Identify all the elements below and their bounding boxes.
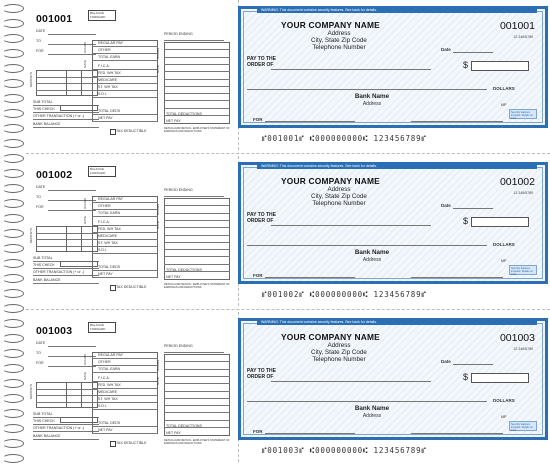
spiral-ring [2, 439, 24, 448]
deposits-col-line [66, 70, 67, 96]
voucher-grid-line [164, 235, 230, 236]
st-wh-tax-line [92, 402, 158, 403]
total-deds-line [92, 114, 158, 115]
deposits-col-line [81, 226, 82, 252]
deposits-label: DEPOSITS [29, 384, 33, 400]
tax-deductible-label: TAX DEDUCTIBLE [116, 441, 147, 445]
total-deds-label: TOTAL DEDS [98, 421, 121, 425]
bank-name: Bank Name [354, 249, 390, 256]
check-number: 001002 [499, 176, 535, 188]
check-body [238, 6, 548, 128]
check-stub [26, 312, 158, 462]
stub-date-line[interactable] [48, 34, 96, 35]
spiral-ring [2, 124, 24, 133]
voucher-hours-label: HOURS [156, 48, 160, 59]
stub-date-line[interactable] [48, 346, 96, 347]
regular-pay-line [92, 358, 158, 359]
spiral-ring [2, 304, 24, 313]
spiral-ring [2, 79, 24, 88]
voucher-grid-line [164, 256, 230, 257]
spiral-ring [2, 214, 24, 223]
other-transaction-label: OTHER TRANSACTION (+ or -) [33, 426, 85, 430]
voucher-grid-line [164, 86, 230, 87]
date-label: Date [441, 359, 451, 364]
voucher-grid-line [164, 64, 230, 65]
voucher-grid-line [164, 108, 230, 109]
signature-line[interactable] [411, 277, 503, 278]
medicare-label: MEDICARE [98, 78, 117, 82]
mp-mark: MP [501, 259, 507, 263]
stub-date-line[interactable] [48, 190, 96, 191]
payroll-voucher [158, 0, 239, 150]
rate-label: RATE [83, 372, 87, 380]
date-line[interactable] [453, 364, 493, 365]
voucher-grid-line [164, 383, 230, 384]
dollars-label: DOLLARS [493, 86, 515, 91]
total-earn-label: TOTAL EARN [98, 367, 121, 371]
payee-line[interactable] [271, 381, 431, 382]
period-ending-line[interactable] [164, 40, 224, 41]
company-city: City, State Zip Code [311, 37, 367, 44]
period-ending-label: PERIOD ENDING [164, 188, 193, 192]
bank-balance-label: BANK BALANCE [33, 122, 61, 126]
micr-line: ⑈001001⑈ ⑆000000000⑆ 123456789⑈ [262, 134, 427, 143]
deposits-col-line [66, 382, 67, 408]
payee-line[interactable] [271, 225, 431, 226]
memo-line[interactable] [265, 277, 355, 278]
spiral-ring [2, 229, 24, 238]
total-earn-line [92, 372, 158, 373]
fed-wh-tax-label: FED. WH TAX [98, 383, 121, 387]
bank-name: Bank Name [354, 93, 390, 100]
stub-to-label: TO [36, 351, 41, 355]
company-name: YOUR COMPANY NAME [281, 20, 380, 30]
spiral-ring [2, 349, 24, 358]
amount-box[interactable] [471, 373, 529, 383]
deposits-grid-line [36, 83, 98, 84]
other-label: OTHER [98, 360, 111, 364]
voucher-total-deductions-label: TOTAL DEDUCTIONS [166, 424, 202, 428]
date-label: Date [441, 47, 451, 52]
tax-deductible-label: TAX DEDUCTIBLE [116, 285, 147, 289]
voucher-rate-label: RATE [156, 65, 160, 73]
voucher-rate-label: RATE [156, 377, 160, 385]
date-line[interactable] [453, 52, 493, 53]
period-ending-line[interactable] [164, 196, 224, 197]
payroll-voucher [158, 312, 239, 462]
spiral-ring [2, 454, 24, 463]
deposits-grid-line [36, 239, 98, 240]
voucher-grid-line [164, 100, 230, 101]
dollars-label: DOLLARS [493, 242, 515, 247]
check-number: 001003 [499, 332, 535, 344]
rate-label: RATE [83, 216, 87, 224]
deposits-grid-line [36, 395, 98, 396]
net-pay-label: NET PAY [98, 116, 113, 120]
regular-pay-label: REGULAR PAY [98, 353, 124, 357]
fica-label: F.I.C.A. [98, 376, 110, 380]
period-ending-line[interactable] [164, 352, 224, 353]
date-label: Date [441, 203, 451, 208]
deposits-col-line [81, 382, 82, 408]
st-wh-tax-label: ST. WH TAX [98, 85, 118, 89]
spiral-ring [2, 319, 24, 328]
spiral-ring [2, 19, 24, 28]
tax-deductible-label: TAX DEDUCTIBLE [116, 129, 147, 133]
st-wh-tax-line [92, 246, 158, 247]
amount-words-line[interactable] [247, 245, 487, 246]
check-body [238, 318, 548, 440]
other-transaction-line [33, 431, 99, 432]
voucher-grid-line [164, 57, 230, 58]
memo-label: FOR [253, 273, 263, 278]
voucher-grid-line [164, 242, 230, 243]
memo-label: FOR [253, 429, 263, 434]
check-row [26, 0, 548, 152]
medicare-line [92, 395, 158, 396]
deposits-col-line [66, 226, 67, 252]
regular-pay-label: REGULAR PAY [98, 41, 124, 45]
this-check-label: THIS CHECK [33, 107, 55, 111]
voucher-grid-line [164, 93, 230, 94]
total-deds-line [92, 270, 158, 271]
deposits-grid-line [36, 233, 98, 234]
payee-line[interactable] [271, 69, 431, 70]
voucher-grid-line [164, 213, 230, 214]
pay-to-label: PAY TO THE ORDER OF [247, 56, 276, 68]
spiral-ring [2, 364, 24, 373]
check-number: 001001 [499, 20, 535, 32]
stub-for-label: FOR [36, 205, 44, 209]
stub-for-line[interactable] [48, 54, 96, 55]
bank-address: Address [362, 101, 382, 107]
medicare-line [92, 83, 158, 84]
period-ending-label: PERIOD ENDING [164, 344, 193, 348]
fica-line [92, 381, 158, 382]
other-transaction-label: OTHER TRANSACTION (+ or -) [33, 270, 85, 274]
sub-total-label: SUB TOTAL [33, 256, 53, 260]
fica-line [92, 225, 158, 226]
total-earn-label: TOTAL EARN [98, 211, 121, 215]
dollar-sign: $ [463, 372, 469, 382]
rate-label: RATE [83, 60, 87, 68]
voucher-net-pay-label: NET PAY [166, 275, 181, 279]
mp-mark: MP [501, 103, 507, 107]
stub-to-line[interactable] [48, 44, 96, 45]
spiral-ring [2, 424, 24, 433]
memo-line[interactable] [265, 121, 355, 122]
voucher-grid-line [164, 49, 230, 50]
memo-line[interactable] [265, 433, 355, 434]
balance-forward-box: BALANCE FORWARD [88, 166, 116, 177]
deposits-label: DEPOSITS [29, 228, 33, 244]
voucher-rate-label: RATE [156, 221, 160, 229]
this-check-label: THIS CHECK [33, 419, 55, 423]
fica-label: F.I.C.A. [98, 64, 110, 68]
company-address: Address [327, 342, 351, 349]
regular-pay-line [92, 46, 158, 47]
bank-name: Bank Name [354, 405, 390, 412]
voucher-grid-line [164, 420, 230, 421]
deposits-grid-line [36, 77, 98, 78]
stub-to-label: TO [36, 39, 41, 43]
net-pay-line [92, 277, 158, 278]
this-check-line [33, 268, 99, 269]
bank-routing-fraction: 12-345/6789 [513, 35, 533, 39]
stub-to-line[interactable] [48, 200, 96, 201]
voucher-footer: DETACH AND RETAIN - EMPLOYEE'S STATEMENT OF EARNINGS AND DEDUCTIONS [164, 439, 230, 445]
net-pay-line [92, 121, 158, 122]
company-address: Address [327, 186, 351, 193]
sdi-label: S.D.I. [98, 404, 107, 408]
spiral-ring [2, 379, 24, 388]
security-features-badge: Security features included. Details on back. [509, 421, 537, 431]
spiral-ring [2, 394, 24, 403]
this-check-label: THIS CHECK [33, 263, 55, 267]
spiral-ring [2, 94, 24, 103]
spiral-ring [2, 4, 24, 13]
voucher-grid-line [164, 412, 230, 413]
sub-total-label: SUB TOTAL [33, 100, 53, 104]
security-warning: WARNING: This document contains security features. See back for details. [257, 8, 537, 13]
voucher-footer: DETACH AND RETAIN - EMPLOYEE'S STATEMENT OF EARNINGS AND DEDUCTIONS [164, 283, 230, 289]
regular-pay-line [92, 202, 158, 203]
medicare-label: MEDICARE [98, 234, 117, 238]
company-address: Address [327, 30, 351, 37]
date-line[interactable] [453, 208, 493, 209]
fed-wh-tax-label: FED. WH TAX [98, 227, 121, 231]
bank-routing-fraction: 12-345/6789 [513, 191, 533, 195]
bank-balance-label: BANK BALANCE [33, 434, 61, 438]
stub-date-label: DATE [36, 341, 46, 345]
micr-line: ⑈001003⑈ ⑆000000000⑆ 123456789⑈ [262, 446, 427, 455]
spiral-ring [2, 199, 24, 208]
bank-balance-line [33, 283, 99, 284]
other-transaction-line [33, 119, 99, 120]
security-features-badge: Security features included. Details on back. [509, 109, 537, 119]
total-deds-label: TOTAL DEDS [98, 109, 121, 113]
deposits-grid-line [36, 246, 98, 247]
medicare-line [92, 239, 158, 240]
hours-label: HOURS [83, 354, 87, 365]
voucher-net-pay-label: NET PAY [166, 431, 181, 435]
other-line [92, 209, 158, 210]
check-row [26, 312, 548, 464]
sdi-line [92, 253, 158, 254]
other-line [92, 53, 158, 54]
other-label: OTHER [98, 204, 111, 208]
deposits-label: DEPOSITS [29, 72, 33, 88]
voucher-net-pay-label: NET PAY [166, 119, 181, 123]
deposits-grid-line [36, 389, 98, 390]
total-earn-line [92, 60, 158, 61]
deposits-grid-line [36, 90, 98, 91]
stub-to-label: TO [36, 195, 41, 199]
signature-line[interactable] [411, 433, 503, 434]
pay-to-label: PAY TO THE ORDER OF [247, 212, 276, 224]
fed-wh-tax-line [92, 388, 158, 389]
voucher-grid-line [164, 264, 230, 265]
company-city: City, State Zip Code [311, 193, 367, 200]
voucher-grid-line [164, 369, 230, 370]
voucher-grid-line [164, 220, 230, 221]
this-check-line [33, 112, 99, 113]
stub-date-label: DATE [36, 29, 46, 33]
spiral-ring [2, 289, 24, 298]
voucher-hours-label: HOURS [156, 204, 160, 215]
stub-check-number: 001001 [36, 13, 73, 25]
spiral-ring [2, 244, 24, 253]
total-earn-label: TOTAL EARN [98, 55, 121, 59]
voucher-grid-line [164, 249, 230, 250]
bank-address: Address [362, 257, 382, 263]
spiral-ring [2, 184, 24, 193]
amount-words-line[interactable] [247, 89, 487, 90]
security-warning: WARNING: This document contains security features. See back for details. [257, 320, 537, 325]
amount-box[interactable] [471, 217, 529, 227]
signature-line[interactable] [411, 121, 503, 122]
stub-for-label: FOR [36, 49, 44, 53]
amount-words-line[interactable] [247, 401, 487, 402]
pay-to-label: PAY TO THE ORDER OF [247, 368, 276, 380]
perforation-line [26, 309, 550, 310]
fica-label: F.I.C.A. [98, 220, 110, 224]
bank-address: Address [362, 413, 382, 419]
fed-wh-tax-line [92, 76, 158, 77]
spiral-ring [2, 154, 24, 163]
stub-for-line[interactable] [48, 366, 96, 367]
dollars-label: DOLLARS [493, 398, 515, 403]
bank-balance-label: BANK BALANCE [33, 278, 61, 282]
other-transaction-label: OTHER TRANSACTION (+ or -) [33, 114, 85, 118]
payroll-voucher [158, 156, 239, 306]
mp-mark: MP [501, 415, 507, 419]
fica-line [92, 69, 158, 70]
balance-forward-box: BALANCE FORWARD [88, 10, 116, 21]
company-city: City, State Zip Code [311, 349, 367, 356]
micr-line: ⑈001002⑈ ⑆000000000⑆ 123456789⑈ [262, 290, 427, 299]
voucher-total-deductions-label: TOTAL DEDUCTIONS [166, 268, 202, 272]
spiral-ring [2, 409, 24, 418]
voucher-grid-line [164, 361, 230, 362]
net-pay-label: NET PAY [98, 272, 113, 276]
spiral-ring [2, 139, 24, 148]
deposits-grid-line [36, 402, 98, 403]
other-line [92, 365, 158, 366]
sdi-line [92, 409, 158, 410]
total-deds-label: TOTAL DEDS [98, 265, 121, 269]
net-pay-label: NET PAY [98, 428, 113, 432]
spiral-ring [2, 49, 24, 58]
dollar-sign: $ [463, 60, 469, 70]
security-features-badge: Security features included. Details on back. [509, 265, 537, 275]
deposits-col-line [81, 70, 82, 96]
fed-wh-tax-line [92, 232, 158, 233]
check-stub [26, 156, 158, 306]
voucher-grid-line [164, 71, 230, 72]
net-pay-line [92, 433, 158, 434]
bank-balance-line [33, 127, 99, 128]
period-ending-label: PERIOD ENDING [164, 32, 193, 36]
dollar-sign: $ [463, 216, 469, 226]
perforation-line [26, 153, 550, 154]
hours-label: HOURS [83, 198, 87, 209]
stub-date-label: DATE [36, 185, 46, 189]
company-phone: Telephone Number [312, 356, 366, 363]
balance-forward-box: BALANCE FORWARD [88, 322, 116, 333]
st-wh-tax-line [92, 90, 158, 91]
voucher-grid-line [164, 79, 230, 80]
hours-label: HOURS [83, 42, 87, 53]
stub-check-number: 001002 [36, 169, 73, 181]
company-phone: Telephone Number [312, 200, 366, 207]
spiral-ring [2, 334, 24, 343]
check-stub [26, 0, 158, 150]
sdi-label: S.D.I. [98, 92, 107, 96]
check-row [26, 156, 548, 308]
sdi-label: S.D.I. [98, 248, 107, 252]
company-name: YOUR COMPANY NAME [281, 176, 380, 186]
spiral-ring [2, 34, 24, 43]
stub-for-label: FOR [36, 361, 44, 365]
voucher-grid-line [164, 227, 230, 228]
voucher-grid-line [164, 405, 230, 406]
check-body [238, 162, 548, 284]
stub-check-number: 001003 [36, 325, 73, 337]
spiral-ring [2, 274, 24, 283]
company-name: YOUR COMPANY NAME [281, 332, 380, 342]
spiral-ring [2, 169, 24, 178]
memo-label: FOR [253, 117, 263, 122]
voucher-hours-label: HOURS [156, 360, 160, 371]
stub-for-line[interactable] [48, 210, 96, 211]
st-wh-tax-label: ST. WH TAX [98, 241, 118, 245]
st-wh-tax-label: ST. WH TAX [98, 397, 118, 401]
voucher-grid-line [164, 376, 230, 377]
medicare-label: MEDICARE [98, 390, 117, 394]
fed-wh-tax-label: FED. WH TAX [98, 71, 121, 75]
voucher-grid-line [164, 391, 230, 392]
total-deds-line [92, 426, 158, 427]
other-label: OTHER [98, 48, 111, 52]
voucher-grid-line [164, 398, 230, 399]
stub-to-line[interactable] [48, 356, 96, 357]
spiral-ring [2, 259, 24, 268]
bank-balance-line [33, 439, 99, 440]
sdi-line [92, 97, 158, 98]
this-check-line [33, 424, 99, 425]
voucher-total-deductions-label: TOTAL DEDUCTIONS [166, 112, 202, 116]
amount-box[interactable] [471, 61, 529, 71]
sub-total-label: SUB TOTAL [33, 412, 53, 416]
spiral-binding [0, 0, 26, 465]
regular-pay-label: REGULAR PAY [98, 197, 124, 201]
bank-routing-fraction: 12-345/6789 [513, 347, 533, 351]
spiral-ring [2, 64, 24, 73]
spiral-ring [2, 109, 24, 118]
company-phone: Telephone Number [312, 44, 366, 51]
total-earn-line [92, 216, 158, 217]
voucher-footer: DETACH AND RETAIN - EMPLOYEE'S STATEMENT OF EARNINGS AND DEDUCTIONS [164, 127, 230, 133]
voucher-grid-line [164, 205, 230, 206]
security-warning: WARNING: This document contains security features. See back for details. [257, 164, 537, 169]
other-transaction-line [33, 275, 99, 276]
